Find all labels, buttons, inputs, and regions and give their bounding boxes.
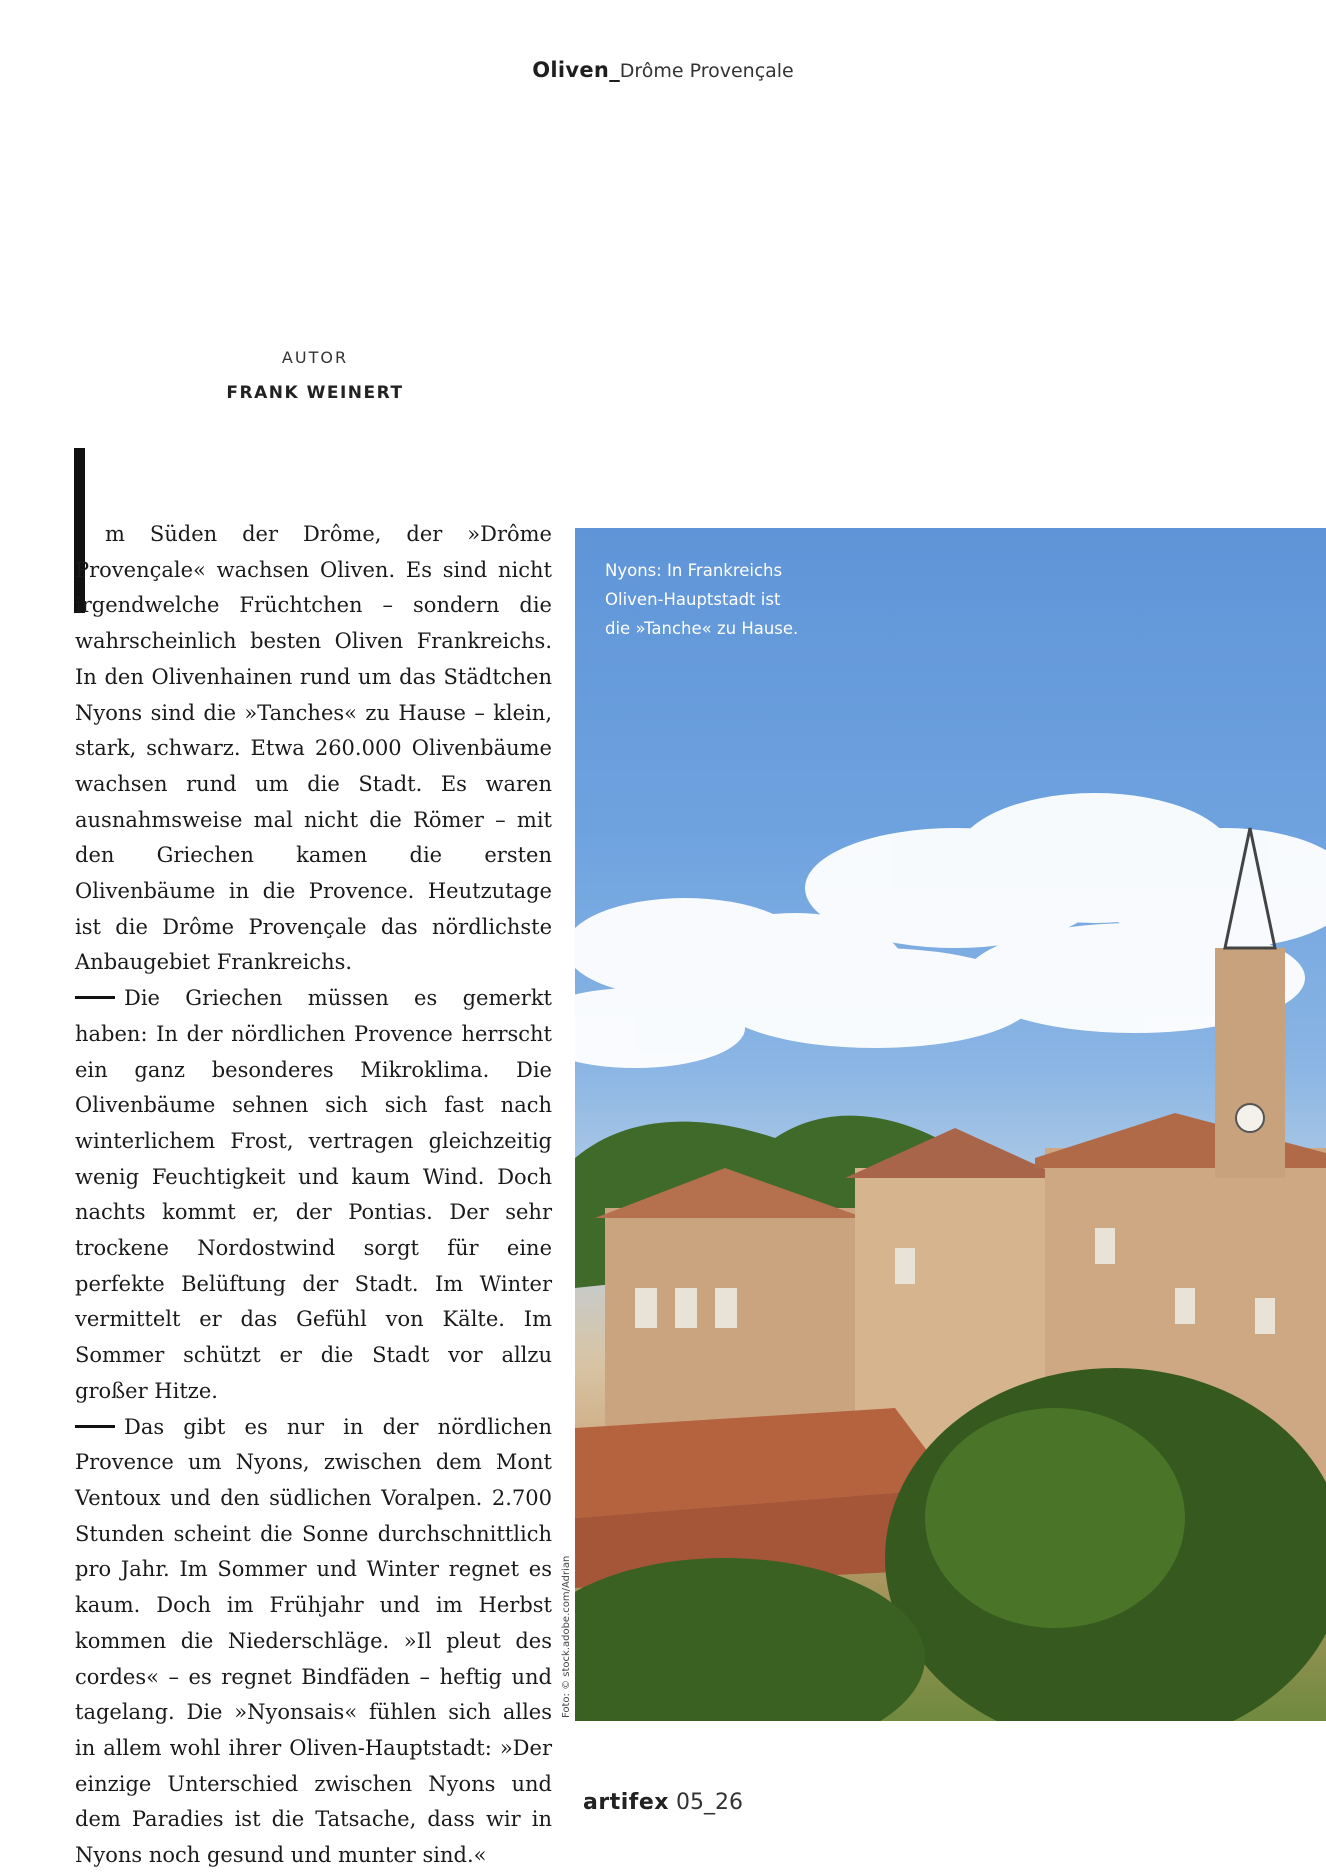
article-paragraph-2 <box>75 981 552 1409</box>
issue-number: 05_26 <box>675 1790 743 1815</box>
photo-caption: Nyons: In Frankreichs Oliven-Hauptstadt ist die »Tanche« zu Hause. <box>605 561 799 638</box>
author-name: FRANK WEINERT <box>226 383 404 403</box>
article-paragraph-2-text: Die Griechen müssen es gemerkt haben: In der nördlichen Provence herrscht ein ganz besonderes Mikroklima. Die Olivenbäume sehnen sich sich fast nach winterlichem Frost, vertragen gleichzeitig wenig Feuchtigkeit und kaum Wind. Doch nachts kommt er, der Pontias. Der sehr trockene Nordostwind sorgt für eine perfekte Belüftung der Stadt. Im Winter vermittelt er das Gefühl von Kälte. Im Sommer schützt er die Stadt vor allzu großer Hitze. <box>75 986 552 1403</box>
article-paragraph-3-text: Das gibt es nur in der nördlichen Provence um Nyons, zwischen dem Mont Ventoux und den südlichen Voralpen. 2.700 Stunden scheint die Sonne durchschnittlich pro Jahr. Im Sommer und Winter regnet es kaum. Doch im Frühjahr und im Herbst kommen die Niederschläge. »Il pleut des cordes« – es regnet Bindfäden – heftig und tagelang. Die »Nyonsais« fühlen sich alles in allem wohl ihrer Oliven-Hauptstadt: »Der einzige Unterschied zwischen Nyons und dem Paradies ist die Tatsache, dass wir in Nyons noch gesund und munter sind.« <box>75 1414 552 1868</box>
photo-credit: Foto: © stock.adobe.com/Adrian <box>561 1555 572 1718</box>
paragraph-dash <box>75 996 115 999</box>
magazine-brand: artifex <box>583 1790 669 1815</box>
article-paragraph-1: m Süden der Drôme, der »Drôme Provençale« wachsen Oliven. Es sind nicht irgendwelche Früchtchen – sondern die wahrscheinlich besten Oliven Frankreichs. In den Olivenhainen rund um das Städtchen Nyons sind die »Tanches« zu Hause – klein, stark, schwarz. Etwa 260.000 Olivenbäume wachsen rund um die Stadt. Es waren ausnahmsweise mal nicht die Römer – mit den Griechen kamen die ersten Olivenbäume in die Provence. Heutzutage ist die Drôme Provençale das nördlichste Anbaugebiet Frankreichs. <box>75 522 552 975</box>
header-separator: _ <box>609 58 620 82</box>
author-label: AUTOR <box>281 348 349 367</box>
paragraph-dash <box>75 1425 115 1428</box>
section-topic: Drôme Provençale <box>619 60 794 82</box>
nyons-town-photo <box>575 528 1326 1721</box>
photo-illustration <box>575 528 1326 1721</box>
author-block <box>215 348 415 403</box>
section-title: Oliven <box>532 58 610 82</box>
page-footer <box>0 1790 1326 1815</box>
running-header <box>0 58 1326 82</box>
article-body <box>75 517 552 1874</box>
